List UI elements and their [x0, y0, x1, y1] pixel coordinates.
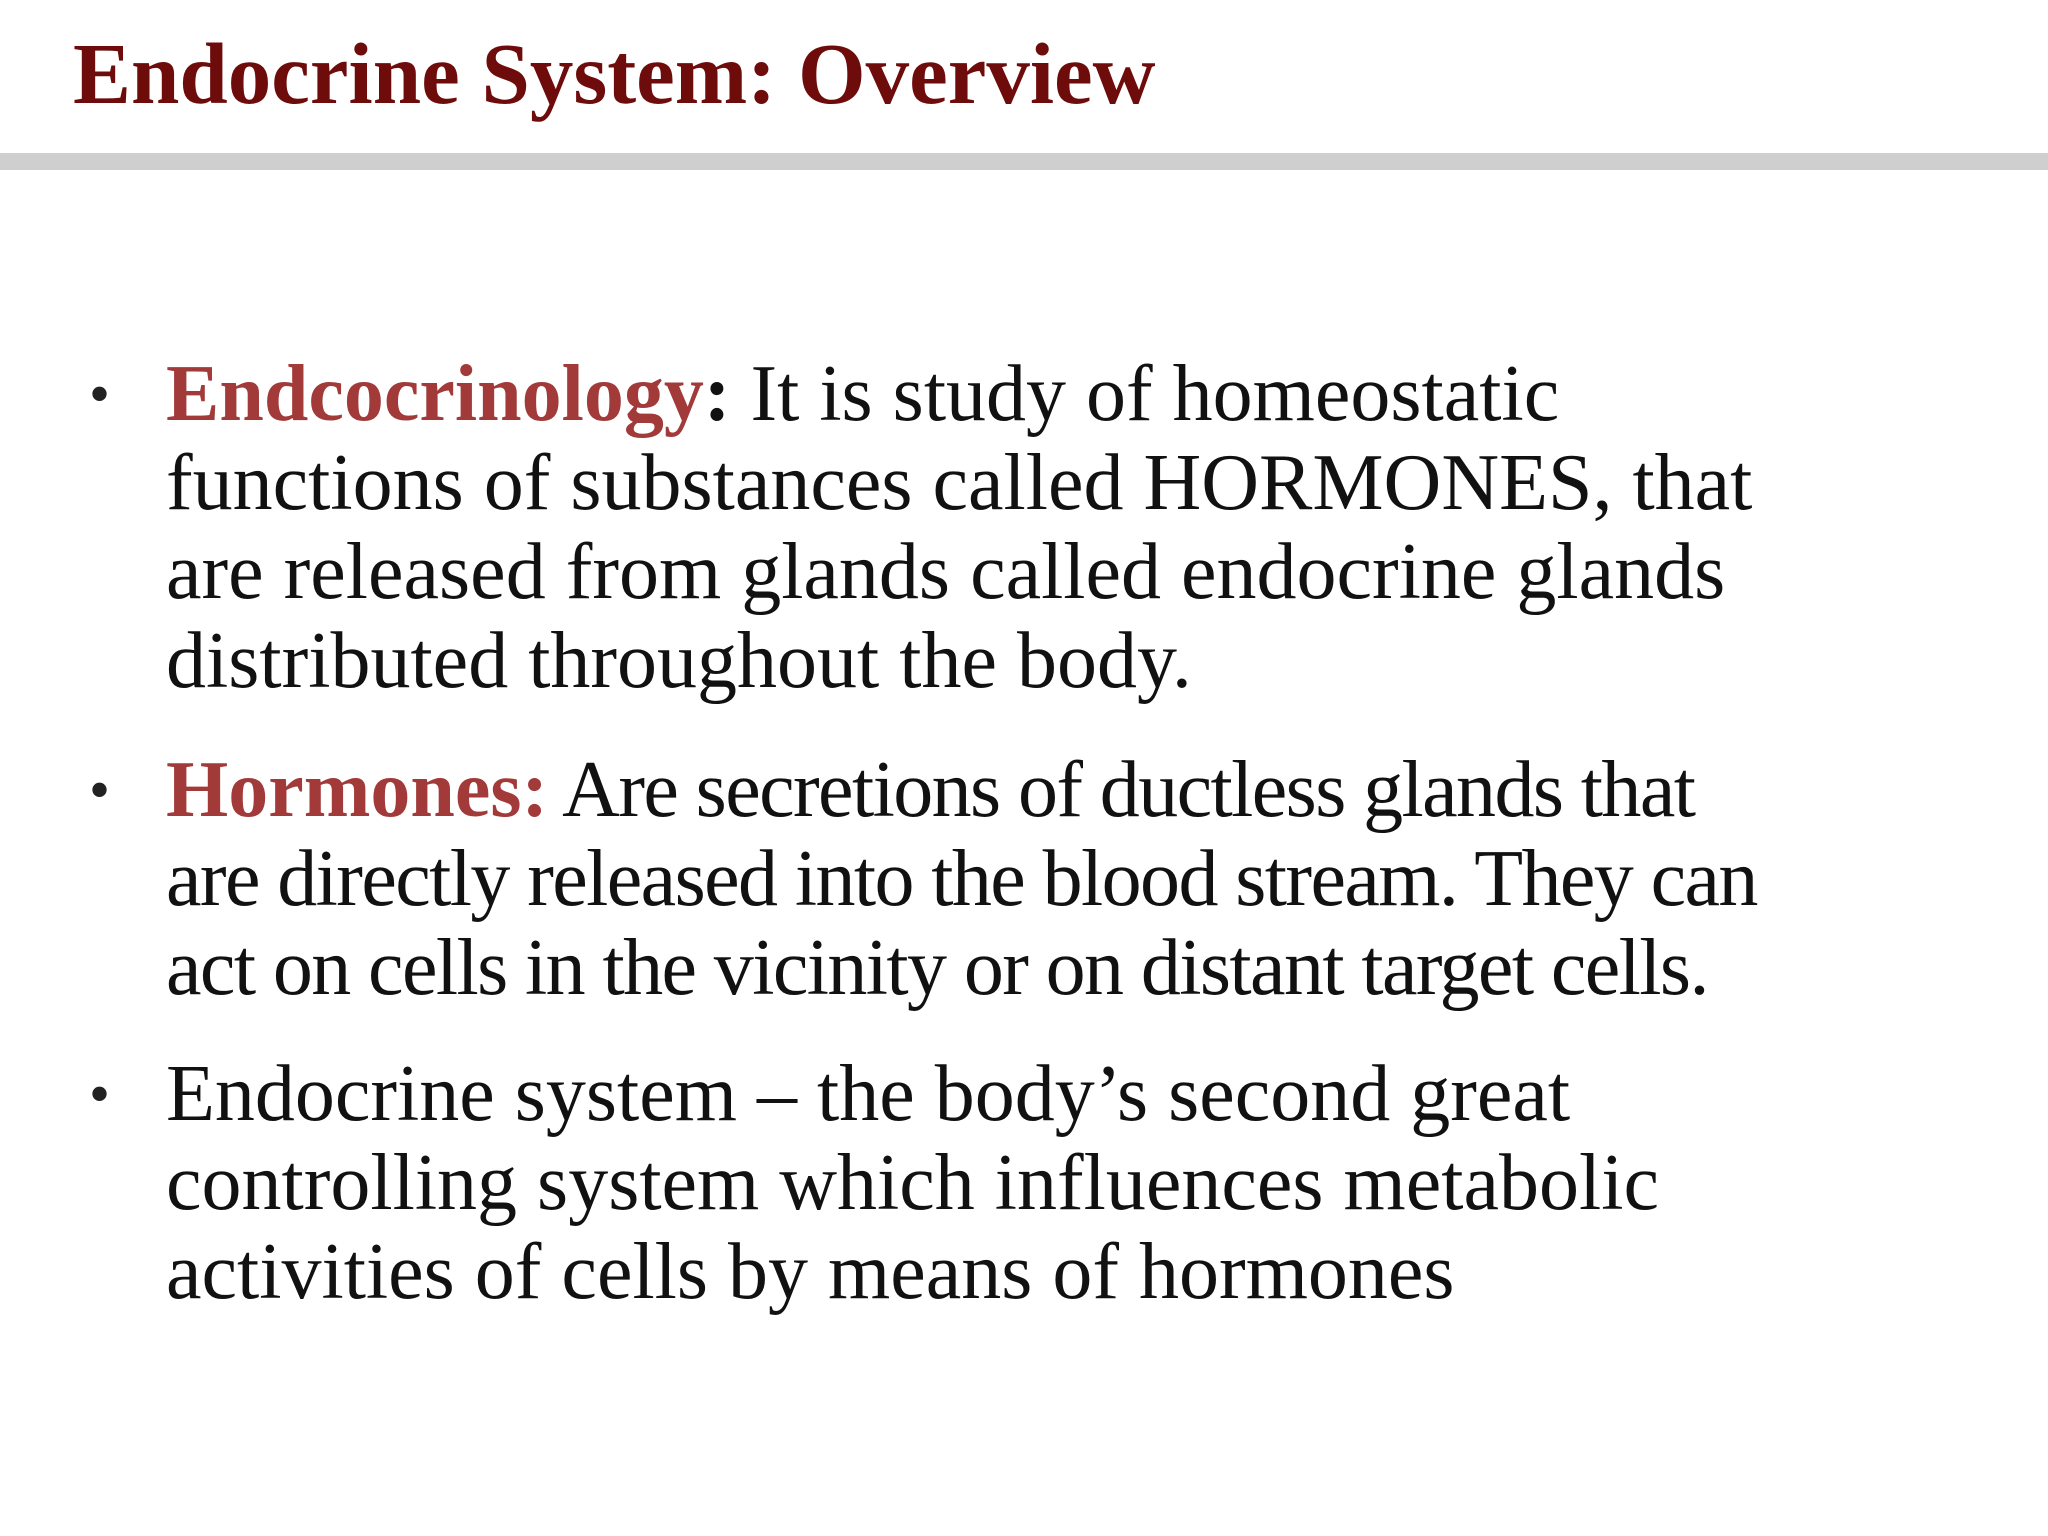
slide-title: Endocrine System: Overview: [73, 25, 1156, 122]
bullet-line: are released from glands called endocrine glands: [166, 528, 1726, 616]
bullet-dot: •: [89, 757, 109, 823]
bullet-dot: •: [89, 361, 111, 427]
term-endocrinology: Endcocrinology: [166, 350, 704, 438]
bullet-line: [166, 350, 2006, 439]
bullet-text: Are secretions of ductless glands that: [548, 746, 1695, 834]
bullet-line: Endocrine system – the body’s second great: [166, 1050, 1571, 1138]
bullet-dot: •: [89, 1061, 111, 1127]
bullet-line: functions of substances called HORMONES, that: [166, 439, 1753, 527]
bullet-line: act on cells in the vicinity or on distant target cells.: [166, 924, 1708, 1012]
bullet-line: activities of cells by means of hormones: [166, 1228, 1455, 1316]
term-hormones: Hormones:: [166, 746, 549, 834]
bullet-line: are directly released into the blood stream. They can: [166, 835, 1757, 923]
title-divider: [0, 153, 2048, 170]
bullet-text: It is study of homeostatic: [730, 350, 1560, 438]
bullet-line: distributed throughout the body.: [166, 617, 1192, 705]
bullet-endocrinology: [89, 350, 2006, 706]
bullet-hormones: [89, 746, 2006, 1013]
bullet-endocrine-system: [89, 1050, 2006, 1317]
term-colon: :: [703, 350, 731, 438]
bullet-line: [166, 746, 2006, 835]
bullet-line: controlling system which influences metabolic: [166, 1139, 1659, 1227]
